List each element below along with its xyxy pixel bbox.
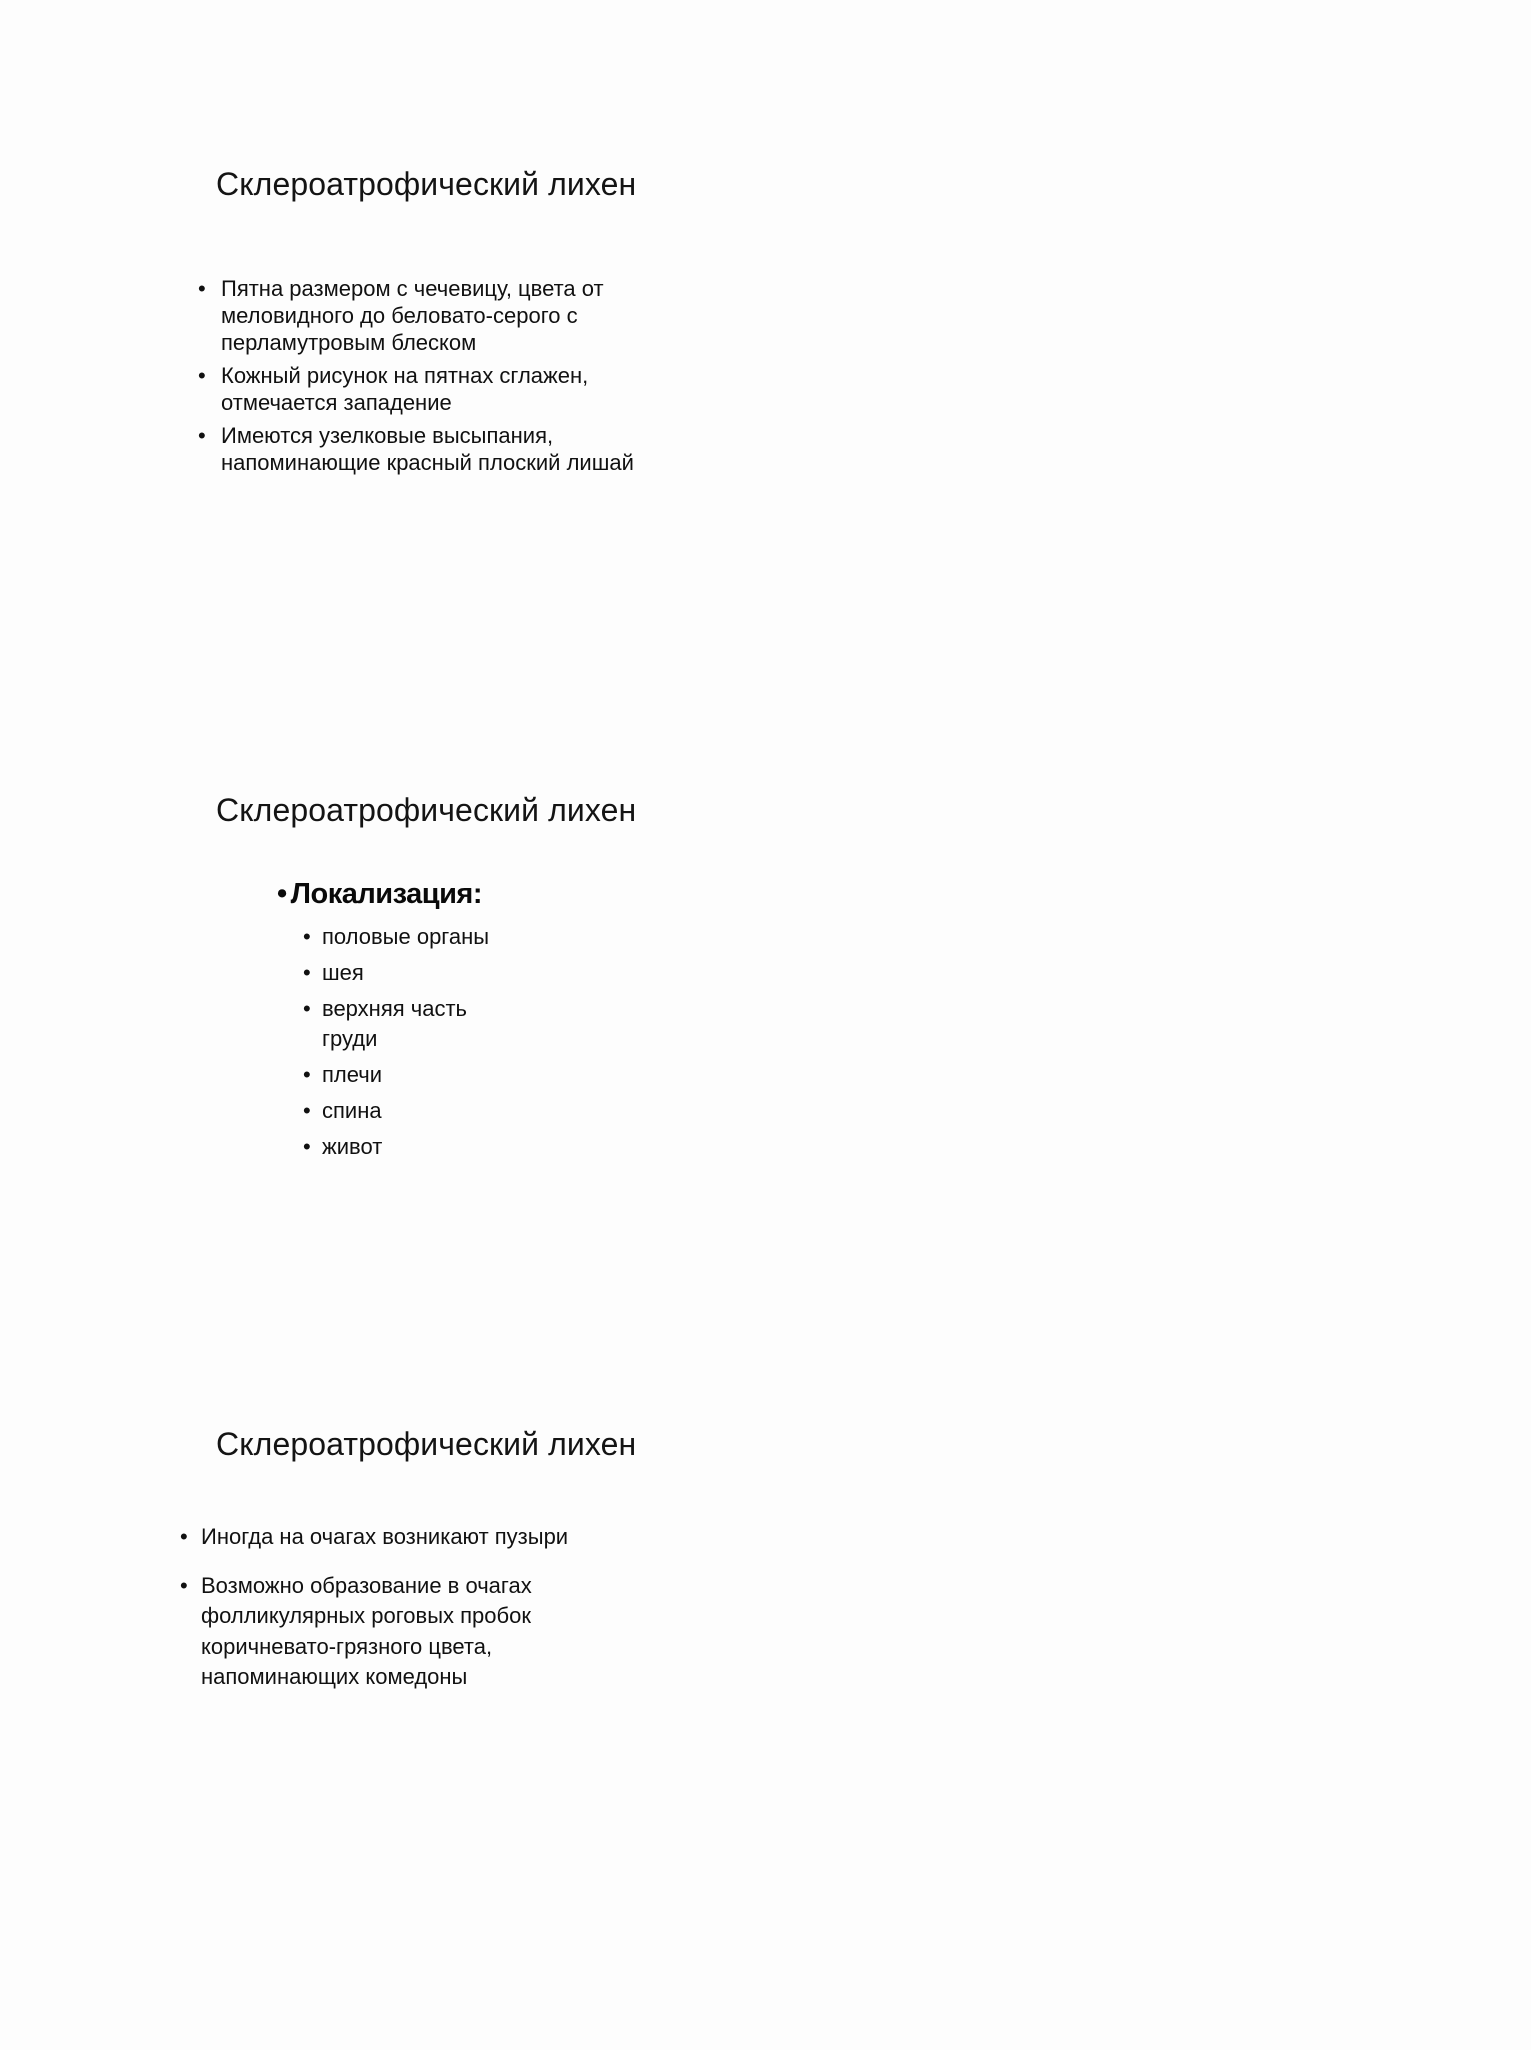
list-item: • Пятна размером с чечевицу, цвета от меловидного до беловато-серого с перламутровым блеском — [198, 275, 668, 356]
list-item: • Иногда на очагах возникают пузыри — [180, 1522, 630, 1553]
slide-title: Склероатрофический лихен — [216, 166, 637, 202]
localization-heading — [277, 878, 482, 911]
list-item: • шея — [303, 958, 523, 988]
heading-label: Локализация: — [290, 878, 483, 910]
bullet-dot-icon: • — [277, 878, 287, 910]
bullet-list — [180, 1522, 630, 1711]
list-item: • Возможно образование в очагах фолликулярных роговых пробок коричневато-грязного цвета, напоминающих комедоны — [180, 1571, 630, 1693]
bullet-list — [198, 275, 668, 482]
list-item: • верхняя часть груди — [303, 994, 523, 1054]
slide-2 — [0, 620, 1531, 1250]
list-item: • Имеются узелковые высыпания, напоминающие красный плоский лишай — [198, 422, 668, 476]
slide-title: Склероатрофический лихен — [216, 1426, 637, 1462]
bullet-list — [303, 922, 523, 1168]
slide-1 — [0, 0, 1531, 620]
list-item: • живот — [303, 1132, 523, 1162]
slide-3 — [0, 1250, 1531, 2050]
list-item: • спина — [303, 1096, 523, 1126]
list-item: • Кожный рисунок на пятнах сглажен, отмечается западение — [198, 362, 668, 416]
list-item: • половые органы — [303, 922, 523, 952]
list-item: • плечи — [303, 1060, 523, 1090]
slide-title: Склероатрофический лихен — [216, 792, 637, 828]
